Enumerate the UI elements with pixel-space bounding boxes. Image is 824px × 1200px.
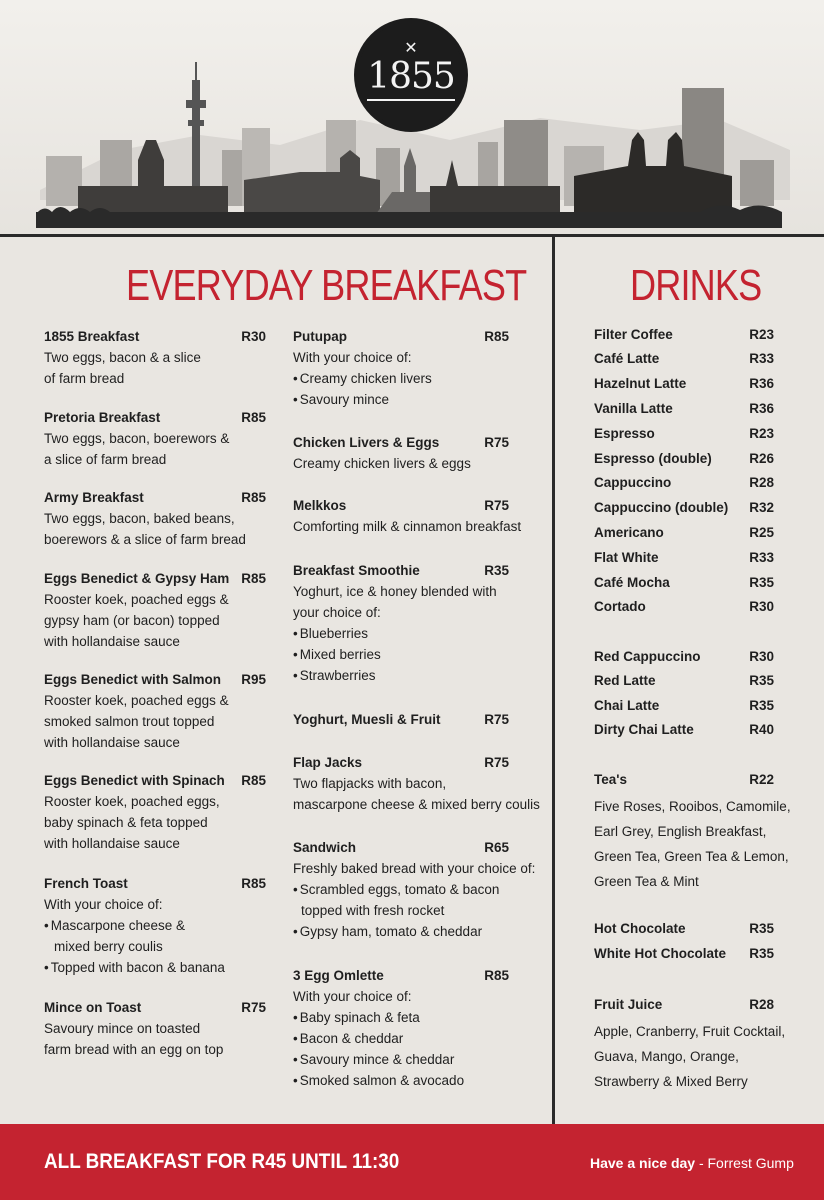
item-option: • Mixed berries bbox=[293, 644, 509, 665]
item-option: • Scrambled eggs, tomato & bacon bbox=[293, 879, 509, 900]
drink-price: R36 bbox=[749, 401, 774, 416]
item-desc: your choice of: bbox=[293, 605, 381, 620]
item-desc: smoked salmon trout topped bbox=[44, 714, 215, 729]
item-price: R75 bbox=[484, 435, 509, 450]
drink-price: R35 bbox=[749, 698, 774, 713]
drink-name: Red Latte bbox=[594, 673, 656, 688]
item-desc: Two eggs, bacon, baked beans, bbox=[44, 511, 235, 526]
drink-price: R32 bbox=[749, 500, 774, 515]
drink-name: Hot Chocolate bbox=[594, 921, 686, 936]
item-name: Flap Jacks bbox=[293, 755, 363, 770]
item-option: • Mascarpone cheese & bbox=[44, 915, 266, 936]
drink-name: Hazelnut Latte bbox=[594, 376, 687, 391]
breakfast-promo: ALL BREAKFAST FOR R45 UNTIL 11:30 bbox=[44, 1150, 400, 1173]
item-price: R75 bbox=[241, 1000, 266, 1015]
item-name: Yoghurt, Muesli & Fruit bbox=[293, 712, 441, 727]
drink-desc-line: Green Tea, Green Tea & Lemon, bbox=[594, 849, 789, 864]
drink-desc-line: Five Roses, Rooibos, Camomile, bbox=[594, 799, 791, 814]
item-price: R85 bbox=[241, 410, 266, 425]
item-desc: Rooster koek, poached eggs & bbox=[44, 693, 229, 708]
item-name: Army Breakfast bbox=[44, 490, 144, 505]
drink-price: R25 bbox=[749, 525, 774, 540]
drink-name: Vanilla Latte bbox=[594, 401, 673, 416]
item-desc: farm bread with an egg on top bbox=[44, 1042, 224, 1057]
menu-item bbox=[44, 873, 266, 978]
menu-item bbox=[44, 997, 266, 1060]
item-option: • Bacon & cheddar bbox=[293, 1028, 509, 1049]
item-desc: with hollandaise sauce bbox=[44, 634, 180, 649]
cutlery-icon: ✕ bbox=[404, 40, 418, 57]
drink-name: Café Latte bbox=[594, 351, 660, 366]
item-option: • Baby spinach & feta bbox=[293, 1007, 509, 1028]
item-desc: with hollandaise sauce bbox=[44, 836, 180, 851]
drink-name: Tea's bbox=[594, 772, 627, 787]
menu-item bbox=[44, 669, 266, 753]
drink-price: R30 bbox=[749, 599, 774, 614]
item-price: R85 bbox=[241, 490, 266, 505]
item-price: R75 bbox=[484, 755, 509, 770]
item-desc: mascarpone cheese & mixed berry coulis bbox=[293, 797, 540, 812]
drink-item bbox=[594, 523, 774, 543]
menu-item bbox=[293, 495, 522, 537]
drink-item bbox=[594, 770, 774, 790]
item-price: R35 bbox=[484, 563, 509, 578]
item-name: Eggs Benedict with Spinach bbox=[44, 773, 225, 788]
item-name: Putupap bbox=[293, 329, 347, 344]
item-desc: With your choice of: bbox=[293, 350, 412, 365]
item-desc: Rooster koek, poached eggs, bbox=[44, 794, 220, 809]
drink-price: R28 bbox=[749, 475, 774, 490]
drink-name: Café Mocha bbox=[594, 575, 670, 590]
menu-item bbox=[293, 326, 509, 410]
menu-header bbox=[0, 0, 824, 236]
menu-item bbox=[44, 568, 266, 652]
menu-item bbox=[293, 432, 509, 474]
menu-item bbox=[293, 752, 540, 815]
drink-price: R35 bbox=[749, 946, 774, 961]
item-desc: baby spinach & feta topped bbox=[44, 815, 208, 830]
drink-item bbox=[594, 944, 774, 964]
drink-price: R35 bbox=[749, 575, 774, 590]
drink-desc-line: Earl Grey, English Breakfast, bbox=[594, 824, 767, 839]
drink-name: White Hot Chocolate bbox=[594, 946, 726, 961]
menu-item bbox=[44, 487, 266, 550]
drink-item bbox=[594, 325, 774, 345]
item-desc: Freshly baked bread with your choice of: bbox=[293, 861, 536, 876]
drink-item bbox=[594, 671, 774, 691]
item-desc: a slice of farm bread bbox=[44, 452, 167, 467]
drink-name: Fruit Juice bbox=[594, 997, 663, 1012]
drink-item bbox=[594, 424, 774, 444]
item-desc: Creamy chicken livers & eggs bbox=[293, 456, 471, 471]
drink-price: R26 bbox=[749, 451, 774, 466]
drink-name: Espresso bbox=[594, 426, 655, 441]
item-name: Breakfast Smoothie bbox=[293, 563, 420, 578]
item-price: R85 bbox=[484, 968, 509, 983]
drink-name: Cortado bbox=[594, 599, 646, 614]
drink-item bbox=[594, 399, 774, 419]
drink-price: R35 bbox=[749, 921, 774, 936]
drink-desc-line: Apple, Cranberry, Fruit Cocktail, bbox=[594, 1024, 786, 1039]
drink-desc bbox=[594, 794, 794, 894]
logo-text: 1855 bbox=[367, 57, 455, 101]
item-desc: Two eggs, bacon & a slice bbox=[44, 350, 201, 365]
drink-item bbox=[594, 349, 774, 369]
drink-name: Cappuccino bbox=[594, 475, 672, 490]
breakfast-section-title: EVERYDAY BREAKFAST bbox=[126, 261, 527, 310]
item-name: French Toast bbox=[44, 876, 128, 891]
header-divider bbox=[0, 234, 824, 237]
menu-item bbox=[44, 407, 266, 470]
drinks-section-title: DRINKS bbox=[630, 261, 762, 310]
item-option: • Savoury mince & cheddar bbox=[293, 1049, 509, 1070]
drink-desc-line: Strawberry & Mixed Berry bbox=[594, 1074, 748, 1089]
drink-price: R33 bbox=[749, 351, 774, 366]
item-name: Eggs Benedict & Gypsy Ham bbox=[44, 571, 230, 586]
menu-item bbox=[44, 770, 266, 854]
drink-item bbox=[594, 597, 774, 617]
drink-name: Filter Coffee bbox=[594, 327, 673, 342]
drink-item bbox=[594, 647, 774, 667]
item-price: R65 bbox=[484, 840, 509, 855]
item-option-continued: mixed berry coulis bbox=[54, 939, 163, 954]
footer-quote bbox=[590, 1155, 794, 1171]
item-name: 1855 Breakfast bbox=[44, 329, 140, 344]
item-price: R85 bbox=[484, 329, 509, 344]
drink-price: R33 bbox=[749, 550, 774, 565]
item-desc: Yoghurt, ice & honey blended with bbox=[293, 584, 497, 599]
item-desc: with hollandaise sauce bbox=[44, 735, 180, 750]
item-name: Melkkos bbox=[293, 498, 347, 513]
item-desc: Two eggs, bacon, boerewors & bbox=[44, 431, 230, 446]
item-price: R85 bbox=[241, 876, 266, 891]
item-option: • Blueberries bbox=[293, 623, 509, 644]
drink-name: Chai Latte bbox=[594, 698, 660, 713]
item-name: Eggs Benedict with Salmon bbox=[44, 672, 222, 687]
drink-price: R35 bbox=[749, 673, 774, 688]
item-option: • Savoury mince bbox=[293, 389, 509, 410]
drink-name: Dirty Chai Latte bbox=[594, 722, 694, 737]
drink-name: Flat White bbox=[594, 550, 659, 565]
drink-name: Espresso (double) bbox=[594, 451, 712, 466]
drink-item bbox=[594, 548, 774, 568]
drink-item bbox=[594, 498, 774, 518]
item-price: R95 bbox=[241, 672, 266, 687]
drink-item bbox=[594, 374, 774, 394]
drink-item bbox=[594, 696, 774, 716]
item-desc: With your choice of: bbox=[293, 989, 412, 1004]
item-desc: of farm bread bbox=[44, 371, 125, 386]
menu-item bbox=[293, 709, 509, 730]
drink-item bbox=[594, 473, 774, 493]
item-option: • Gypsy ham, tomato & cheddar bbox=[293, 921, 509, 942]
drink-price: R22 bbox=[749, 772, 774, 787]
drink-price: R40 bbox=[749, 722, 774, 737]
menu-item bbox=[293, 965, 509, 1091]
quote-text: Have a nice day bbox=[590, 1155, 696, 1171]
drink-desc-line: Green Tea & Mint bbox=[594, 874, 699, 889]
drink-price: R30 bbox=[749, 649, 774, 664]
drink-item bbox=[594, 720, 774, 740]
item-option: • Smoked salmon & avocado bbox=[293, 1070, 509, 1091]
drink-item bbox=[594, 919, 774, 939]
drink-item bbox=[594, 573, 774, 593]
item-option: • Topped with bacon & banana bbox=[44, 957, 266, 978]
menu-item bbox=[293, 837, 536, 942]
item-name: Chicken Livers & Eggs bbox=[293, 435, 440, 450]
column-divider bbox=[552, 237, 555, 1124]
item-price: R85 bbox=[241, 773, 266, 788]
drink-price: R28 bbox=[749, 997, 774, 1012]
item-desc: With your choice of: bbox=[44, 897, 163, 912]
drink-desc bbox=[594, 1019, 794, 1094]
menu-item bbox=[293, 560, 509, 686]
item-price: R30 bbox=[241, 329, 266, 344]
drink-item bbox=[594, 995, 774, 1015]
item-name: Mince on Toast bbox=[44, 1000, 142, 1015]
item-desc: Savoury mince on toasted bbox=[44, 1021, 201, 1036]
item-desc: boerewors & a slice of farm bread bbox=[44, 532, 246, 547]
item-name: 3 Egg Omlette bbox=[293, 968, 384, 983]
drink-desc-line: Guava, Mango, Orange, bbox=[594, 1049, 739, 1064]
item-desc: Comforting milk & cinnamon breakfast bbox=[293, 519, 522, 534]
item-desc: Two flapjacks with bacon, bbox=[293, 776, 447, 791]
item-option: • Creamy chicken livers bbox=[293, 368, 509, 389]
quote-author: - Forrest Gump bbox=[695, 1155, 794, 1171]
item-price: R75 bbox=[484, 712, 509, 727]
drink-name: Red Cappuccino bbox=[594, 649, 701, 664]
item-option-continued: topped with fresh rocket bbox=[301, 903, 445, 918]
item-desc: Rooster koek, poached eggs & bbox=[44, 592, 229, 607]
menu-item bbox=[44, 326, 266, 389]
item-name: Sandwich bbox=[293, 840, 357, 855]
drink-price: R23 bbox=[749, 426, 774, 441]
item-name: Pretoria Breakfast bbox=[44, 410, 161, 425]
drink-name: Cappuccino (double) bbox=[594, 500, 729, 515]
item-price: R75 bbox=[484, 498, 509, 513]
item-option: • Strawberries bbox=[293, 665, 509, 686]
item-price: R85 bbox=[241, 571, 266, 586]
drink-name: Americano bbox=[594, 525, 664, 540]
drink-price: R36 bbox=[749, 376, 774, 391]
drink-price: R23 bbox=[749, 327, 774, 342]
restaurant-logo bbox=[358, 22, 464, 128]
drink-item bbox=[594, 449, 774, 469]
item-desc: gypsy ham (or bacon) topped bbox=[44, 613, 220, 628]
